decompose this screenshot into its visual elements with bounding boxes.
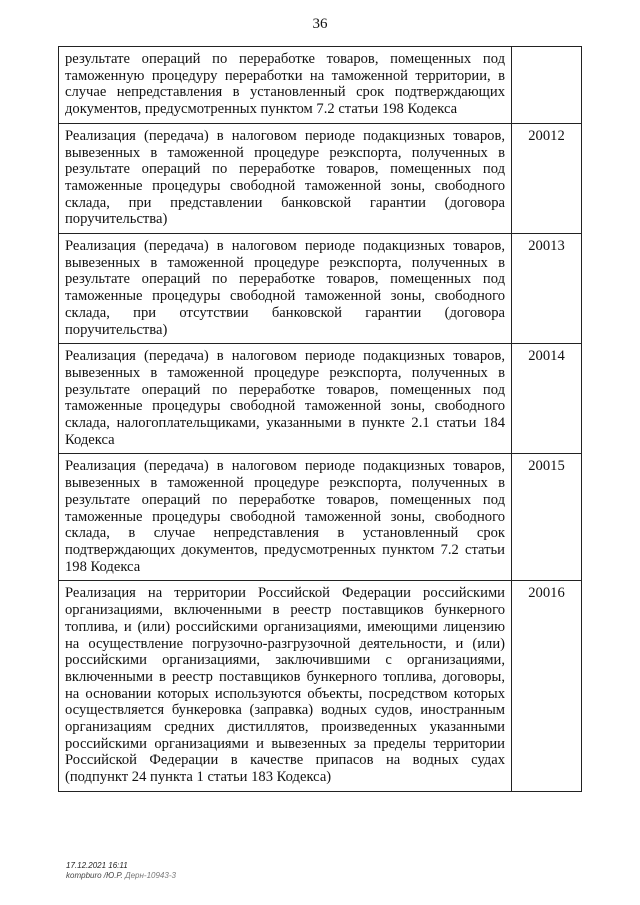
- operation-description: Реализация на территории Российской Федерации российскими организациями, включенными в реестр поставщиков бункерного топлива, и (или) российскими организациями, имеющими лицензию на осуществление погрузочно-разгрузочной деятельности, и (или) российскими организациями, заключившими с организациями, включенными в реестр поставщиков бункерного топлива, договоры, на основании которых используются объекты, посредством которых осуществляется бункеровка (заправка) водных судов, иностранным организациям средних дистиллятов, произведенных указанными российскими организациями и вывезенных за пределы территории Российской Федерации в качестве припасов на водных судах (подпункт 24 пункта 1 статьи 183 Кодекса): [59, 581, 512, 791]
- operation-description: Реализация (передача) в налоговом периоде подакцизных товаров, вывезенных в таможенной процедуре реэкспорта, полученных в результате операций по переработке товаров, помещенных под таможенные процедуры свободной таможенной зоны, свободного склада, при представлении банковской гарантии (договора поручительства): [59, 123, 512, 233]
- footer-source: kompburo /Ю.Р.: [66, 871, 123, 880]
- table-row: [59, 454, 582, 581]
- table-row: [59, 234, 582, 344]
- page-number: 36: [312, 16, 328, 32]
- operation-code: 20015: [512, 454, 582, 581]
- operation-description: результате операций по переработке товаров, помещенных под таможенную процедуру переработки на таможенной территории, в случае непредставления в установленный срок подтверждающих документов, предусмотренных пунктом 7.2 статьи 198 Кодекса: [59, 47, 512, 124]
- operation-code: 20014: [512, 344, 582, 454]
- footer-timestamp: 17.12.2021 16:11: [66, 861, 128, 870]
- operation-code: [512, 47, 582, 124]
- table-row: [59, 47, 582, 124]
- table-row: [59, 581, 582, 791]
- table-row: [59, 123, 582, 233]
- operation-description: Реализация (передача) в налоговом периоде подакцизных товаров, вывезенных в таможенной процедуре реэкспорта, полученных в результате операций по переработке товаров, помещенных под таможенные процедуры свободной таможенной зоны, свободного склада, в случае непредставления в установленный срок подтверждающих документов, предусмотренных пунктом 7.2 статьи 198 Кодекса: [59, 454, 512, 581]
- document-footer: [66, 861, 176, 881]
- operation-codes-table: [58, 46, 582, 792]
- operation-description: Реализация (передача) в налоговом периоде подакцизных товаров, вывезенных в таможенной процедуре реэкспорта, полученных в результате операций по переработке товаров, помещенных под таможенные процедуры свободной таможенной зоны, свободного склада, налогоплательщиками, указанными в пункте 2.1 статьи 184 Кодекса: [59, 344, 512, 454]
- operation-code: 20012: [512, 123, 582, 233]
- table-row: [59, 344, 582, 454]
- operation-code: 20016: [512, 581, 582, 791]
- operation-code: 20013: [512, 234, 582, 344]
- footer-doc-ref: Дерн-10943-3: [124, 871, 176, 880]
- operation-description: Реализация (передача) в налоговом периоде подакцизных товаров, вывезенных в таможенной процедуре реэкспорта, полученных в результате операций по переработке товаров, помещенных под таможенные процедуры свободной таможенной зоны, свободного склада, при отсутствии банковской гарантии (договора поручительства): [59, 234, 512, 344]
